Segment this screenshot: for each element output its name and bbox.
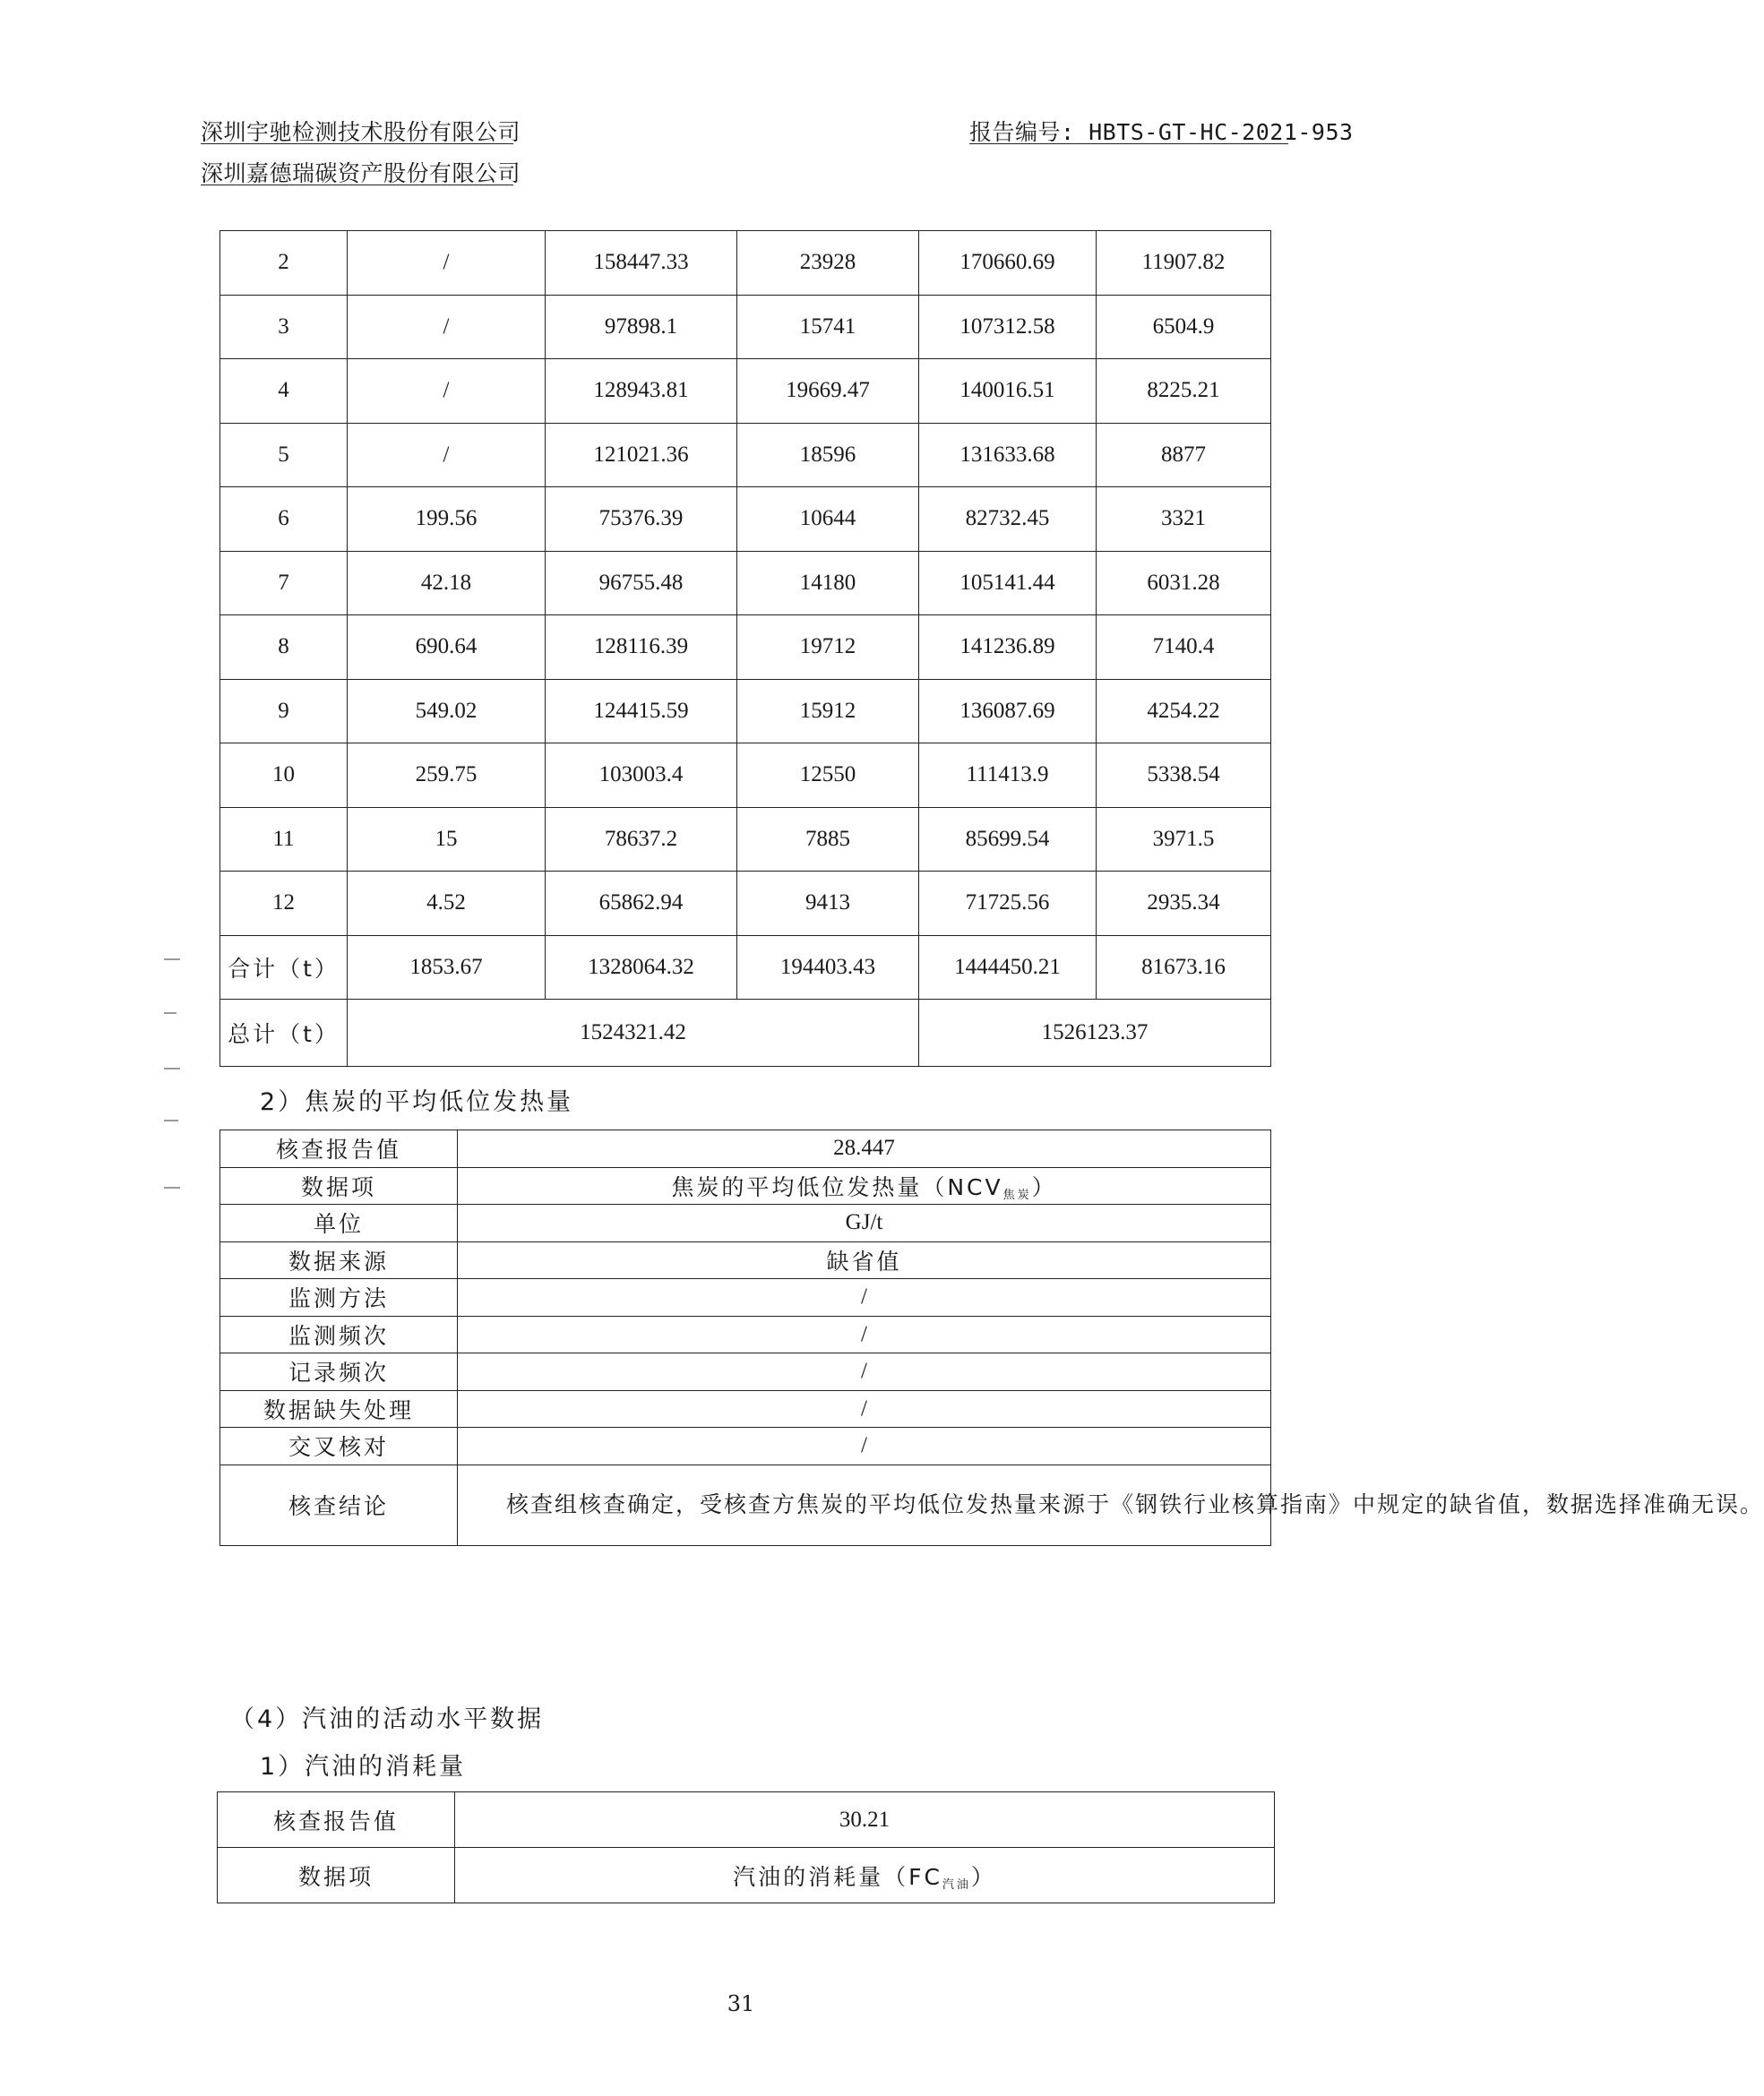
row-value: GJ/t	[458, 1205, 1271, 1242]
value-cell: 19669.47	[737, 359, 919, 424]
data-item-suffix: ）	[1031, 1173, 1057, 1200]
value-cell: 128943.81	[546, 359, 737, 424]
value-cell: 105141.44	[919, 551, 1097, 615]
scan-mark	[164, 1120, 178, 1121]
coke-ncv-table	[219, 1130, 1764, 1546]
table-row	[220, 872, 1271, 936]
value-cell: 6504.9	[1097, 295, 1271, 359]
table-row	[220, 743, 1271, 808]
row-value	[458, 1167, 1271, 1205]
row-label: 交叉核对	[220, 1428, 458, 1465]
value-cell: 42.18	[348, 551, 546, 615]
value-cell: /	[348, 295, 546, 359]
value-cell: 140016.51	[919, 359, 1097, 424]
value-cell: 103003.4	[546, 743, 737, 808]
table-row	[220, 1390, 1271, 1428]
row-value	[455, 1848, 1275, 1903]
value-cell: 9413	[737, 872, 919, 936]
section-gasoline-heading: （4）汽油的活动水平数据	[230, 1705, 545, 1733]
value-cell: 97898.1	[546, 295, 737, 359]
value-cell: 549.02	[348, 679, 546, 743]
value-cell: 199.56	[348, 487, 546, 552]
section-coke-ncv-heading: 2）焦炭的平均低位发热量	[260, 1088, 574, 1116]
table-row	[220, 359, 1271, 424]
value-cell: 141236.89	[919, 615, 1097, 680]
header-report-number: 报告编号: HBTS-GT-HC-2021-953	[969, 119, 1354, 145]
conclusion-text-cell	[458, 1465, 1764, 1545]
value-cell: 75376.39	[546, 487, 737, 552]
section-gasoline-consumption-heading: 1）汽油的消耗量	[260, 1753, 467, 1781]
value-cell: 4254.22	[1097, 679, 1271, 743]
row-label: 数据缺失处理	[220, 1390, 458, 1428]
table-row	[220, 295, 1271, 359]
row-label: 数据来源	[220, 1241, 458, 1279]
month-cell: 8	[220, 615, 348, 680]
month-cell: 4	[220, 359, 348, 424]
value-cell: 71725.56	[919, 872, 1097, 936]
value-cell: 3971.5	[1097, 807, 1271, 872]
row-value: /	[458, 1353, 1271, 1391]
header-rule-right	[969, 143, 1288, 144]
value-cell: /	[348, 423, 546, 487]
row-label: 监测方法	[220, 1279, 458, 1317]
conclusion-text: 核查组核查确定，受核查方焦炭的平均低位发热量来源于《钢铁行业核算指南》中规定的缺省值，数据选择准确无误。	[506, 1491, 1764, 1517]
value-cell: 5338.54	[1097, 743, 1271, 808]
table-row	[220, 615, 1271, 680]
value-cell: 11907.82	[1097, 231, 1271, 296]
data-item-text: 汽油的消耗量（FC	[733, 1863, 942, 1890]
table-row	[220, 1428, 1271, 1465]
scan-mark	[164, 1187, 180, 1189]
value-cell: 107312.58	[919, 295, 1097, 359]
row-label: 核查报告值	[220, 1130, 458, 1168]
value-cell: 15	[348, 807, 546, 872]
value-cell: 158447.33	[546, 231, 737, 296]
value-cell: 85699.54	[919, 807, 1097, 872]
value-cell: 128116.39	[546, 615, 737, 680]
value-cell: 10644	[737, 487, 919, 552]
row-value: /	[458, 1316, 1271, 1353]
row-value: /	[458, 1390, 1271, 1428]
table-row	[220, 487, 1271, 552]
header-company-2: 深圳嘉德瑞碳资产股份有限公司	[201, 160, 521, 186]
table-row	[218, 1792, 1275, 1848]
value-cell: 19712	[737, 615, 919, 680]
table-row	[220, 1316, 1271, 1353]
table-row	[220, 1353, 1271, 1391]
row-label: 单位	[220, 1205, 458, 1242]
total-value: 1524321.42	[348, 1000, 919, 1067]
subtotal-value: 194403.43	[737, 935, 919, 1000]
table-row	[218, 1848, 1275, 1903]
row-value: 缺省值	[458, 1241, 1271, 1279]
header-rule-1	[201, 143, 513, 144]
table-row	[220, 551, 1271, 615]
value-cell: 3321	[1097, 487, 1271, 552]
value-cell: 15912	[737, 679, 919, 743]
value-cell: 15741	[737, 295, 919, 359]
value-cell: 65862.94	[546, 872, 737, 936]
row-label: 记录频次	[220, 1353, 458, 1391]
page-number: 31	[727, 1991, 755, 2016]
month-cell: 7	[220, 551, 348, 615]
value-cell: /	[348, 359, 546, 424]
monthly-consumption-table	[219, 230, 1271, 1067]
row-value: 30.21	[455, 1792, 1275, 1848]
month-cell: 6	[220, 487, 348, 552]
value-cell: 7885	[737, 807, 919, 872]
row-label: 数据项	[220, 1167, 458, 1205]
row-label: 核查报告值	[218, 1792, 455, 1848]
value-cell: /	[348, 231, 546, 296]
month-cell: 12	[220, 872, 348, 936]
table-row	[220, 807, 1271, 872]
table-row	[220, 423, 1271, 487]
subtotal-value: 81673.16	[1097, 935, 1271, 1000]
value-cell: 121021.36	[546, 423, 737, 487]
value-cell: 111413.9	[919, 743, 1097, 808]
total-row	[220, 1000, 1271, 1067]
value-cell: 259.75	[348, 743, 546, 808]
value-cell: 78637.2	[546, 807, 737, 872]
subtotal-row	[220, 935, 1271, 1000]
data-item-suffix: ）	[970, 1863, 996, 1890]
value-cell: 23928	[737, 231, 919, 296]
table-row	[220, 1279, 1271, 1317]
gasoline-consumption-table	[217, 1791, 1275, 1903]
subtotal-value: 1328064.32	[546, 935, 737, 1000]
table-row	[220, 1167, 1271, 1205]
conclusion-label: 核查结论	[220, 1465, 458, 1545]
value-cell: 12550	[737, 743, 919, 808]
row-value: /	[458, 1279, 1271, 1317]
subtotal-value: 1853.67	[348, 935, 546, 1000]
subscript: 汽油	[942, 1877, 971, 1892]
value-cell: 124415.59	[546, 679, 737, 743]
subtotal-value: 1444450.21	[919, 935, 1097, 1000]
value-cell: 170660.69	[919, 231, 1097, 296]
value-cell: 4.52	[348, 872, 546, 936]
total-value: 1526123.37	[919, 1000, 1271, 1067]
value-cell: 8877	[1097, 423, 1271, 487]
subscript: 焦炭	[1002, 1188, 1032, 1202]
value-cell: 131633.68	[919, 423, 1097, 487]
row-label: 监测频次	[220, 1316, 458, 1353]
month-cell: 2	[220, 231, 348, 296]
subtotal-label: 合计（t）	[220, 935, 348, 1000]
scan-mark	[164, 1012, 176, 1014]
month-cell: 9	[220, 679, 348, 743]
table-row	[220, 231, 1271, 296]
value-cell: 690.64	[348, 615, 546, 680]
scan-mark	[164, 1068, 180, 1069]
value-cell: 136087.69	[919, 679, 1097, 743]
month-cell: 11	[220, 807, 348, 872]
value-cell: 82732.45	[919, 487, 1097, 552]
table-row	[220, 679, 1271, 743]
value-cell: 18596	[737, 423, 919, 487]
row-value: /	[458, 1428, 1271, 1465]
value-cell: 96755.48	[546, 551, 737, 615]
row-value: 28.447	[458, 1130, 1271, 1168]
month-cell: 5	[220, 423, 348, 487]
data-item-text: 焦炭的平均低位发热量（NCV	[671, 1173, 1003, 1200]
header-company-1: 深圳宇驰检测技术股份有限公司	[201, 119, 521, 145]
total-label: 总计（t）	[220, 1000, 348, 1067]
value-cell: 6031.28	[1097, 551, 1271, 615]
conclusion-row	[220, 1465, 1271, 1545]
table-row	[220, 1130, 1271, 1168]
row-label: 数据项	[218, 1848, 455, 1903]
month-cell: 10	[220, 743, 348, 808]
scan-mark	[164, 958, 180, 960]
value-cell: 7140.4	[1097, 615, 1271, 680]
month-cell: 3	[220, 295, 348, 359]
table-row	[220, 1241, 1271, 1279]
table-row	[220, 1205, 1271, 1242]
value-cell: 2935.34	[1097, 872, 1271, 936]
value-cell: 8225.21	[1097, 359, 1271, 424]
value-cell: 14180	[737, 551, 919, 615]
